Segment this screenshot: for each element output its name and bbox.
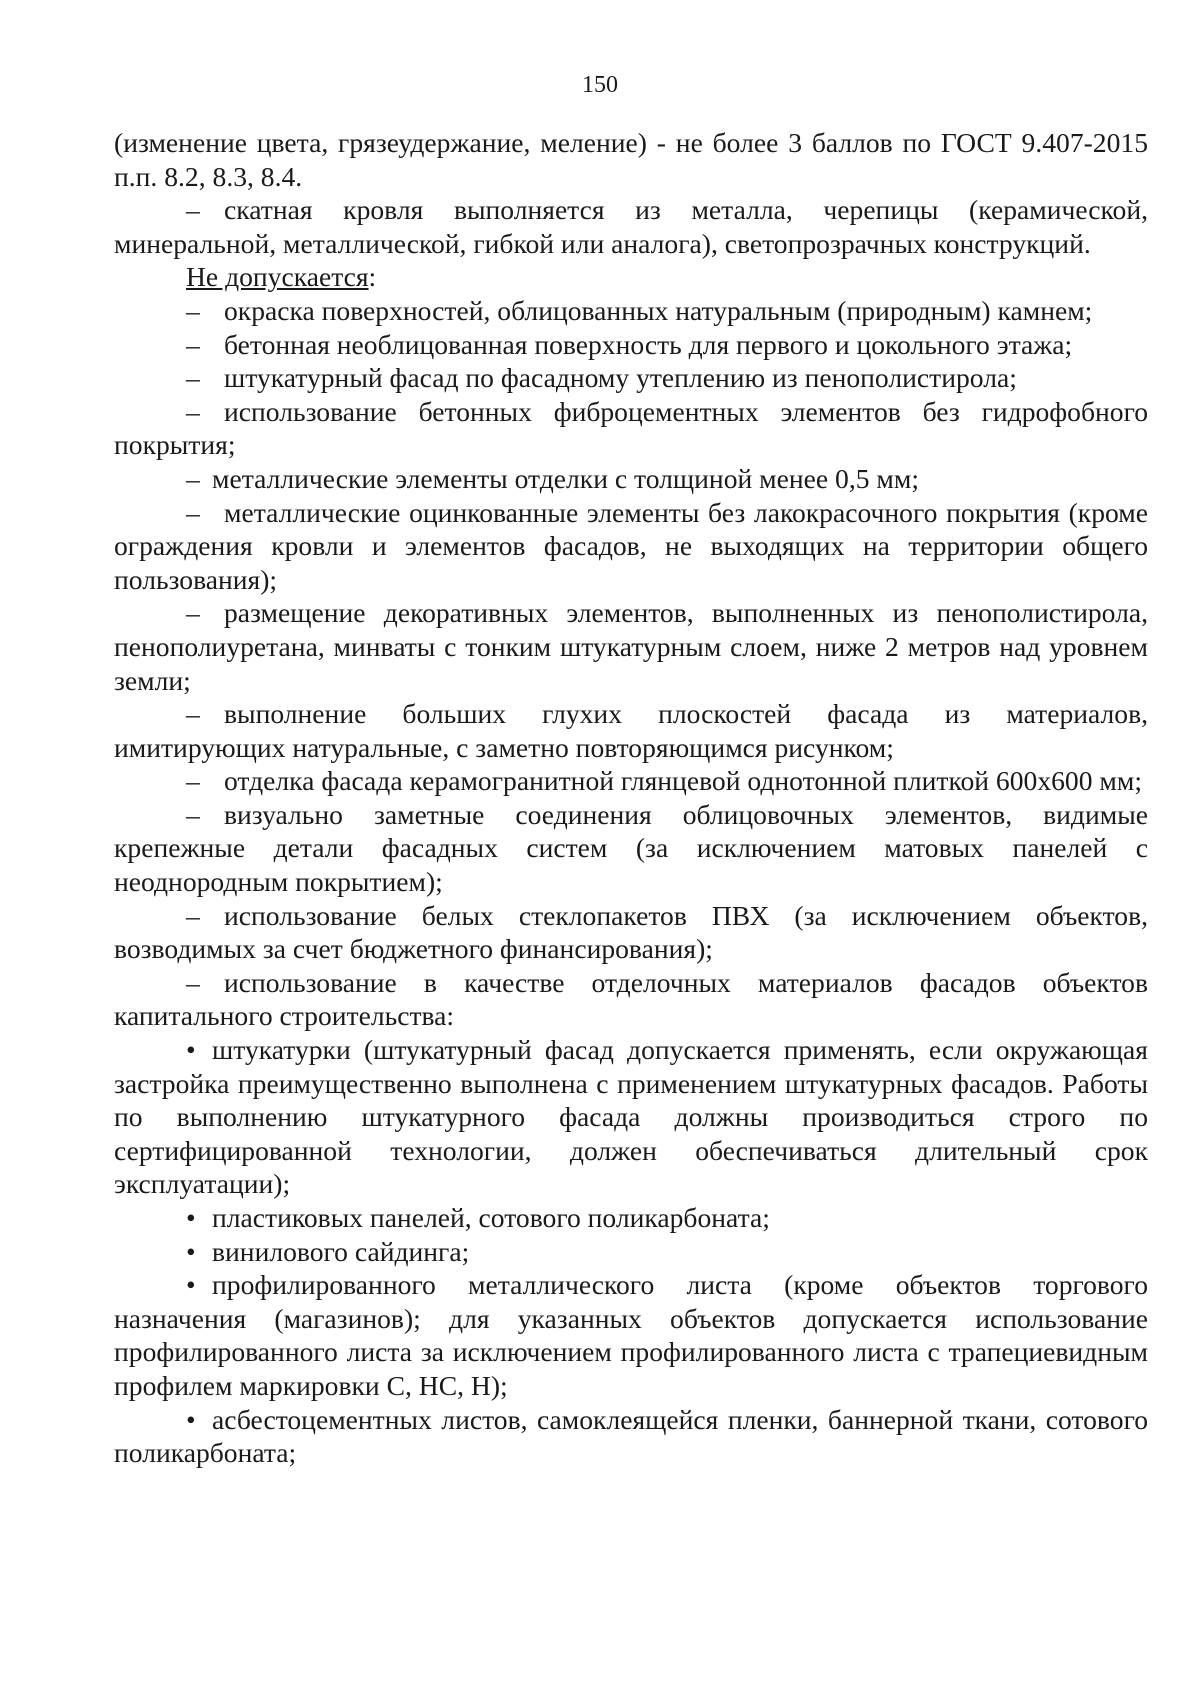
bullet-item xyxy=(114,1235,1148,1269)
list-item xyxy=(114,193,1148,260)
heading-suffix: : xyxy=(368,261,377,293)
bullet-marker: • xyxy=(186,1269,196,1301)
list-item xyxy=(114,462,1148,496)
list-item xyxy=(114,764,1148,798)
list-item-text: скатная кровля выполняется из металла, черепицы (керамической, минеральной, металлической, гибкой или аналога), светопрозрачных конструкций. xyxy=(114,194,1148,259)
bullet-item xyxy=(114,1403,1148,1470)
heading-text: Не допускается xyxy=(186,261,369,293)
list-item xyxy=(114,395,1148,462)
list-item xyxy=(114,294,1148,328)
bullet-item-text: асбестоцементных листов, самоклеящейся пленки, баннерной ткани, сотового поликарбоната; xyxy=(114,1403,1148,1469)
list-item xyxy=(114,328,1148,362)
list-item-text: бетонная необлицованная поверхность для первого и цокольного этажа; xyxy=(224,328,1073,360)
page-number: 150 xyxy=(582,72,618,98)
dash-marker: – xyxy=(186,966,200,998)
dash-marker: – xyxy=(186,362,200,394)
bullet-marker: • xyxy=(186,1034,196,1066)
bullet-marker: • xyxy=(186,1403,196,1435)
list-item-text: металлические оцинкованные элементы без лакокрасочного покрытия (кроме ограждения кровли и элементов фасадов, не выходящих на территории общего пользования); xyxy=(114,496,1148,595)
paragraph-text: (изменение цвета, грязеудержание, меление) - не более 3 баллов по ГОСТ 9.407-2015 п.п. 8.2, 8.3, 8.4. xyxy=(114,127,1148,192)
dash-marker: – xyxy=(186,698,200,730)
list-item-text: использование белых стеклопакетов ПВХ (за исключением объектов, возводимых за счет бюджетного финансирования); xyxy=(114,899,1148,965)
dash-marker: – xyxy=(186,294,200,326)
list-item-text: использование бетонных фиброцементных элементов без гидрофобного покрытия; xyxy=(114,395,1148,461)
list-item-text: штукатурный фасад по фасадному утеплению из пенополистирола; xyxy=(224,362,1017,394)
paragraph-continuation xyxy=(114,126,1148,193)
bullet-marker: • xyxy=(186,1235,196,1267)
bullet-item xyxy=(114,1268,1148,1402)
section-heading xyxy=(114,260,1148,294)
bullet-item-text: винилового сайдинга; xyxy=(212,1235,470,1267)
list-item-text: визуально заметные соединения облицовочных элементов, видимые крепежные детали фасадных систем (за исключением матовых панелей с неоднородным покрытием); xyxy=(114,798,1148,898)
list-item-text: металлические элементы отделки с толщиной менее 0,5 мм; xyxy=(212,462,920,494)
bullet-item-text: штукатурки (штукатурный фасад допускается применять, если окружающая застройка преимущественно выполнена с применением штукатурных фасадов. Работы по выполнению штукатурного фасада должны производиться строго по сертифицированной технологии, должен обеспечиваться длительный срок эксплуатации); xyxy=(114,1034,1148,1200)
list-item-text: отделка фасада керамогранитной глянцевой однотонной плиткой 600х600 мм; xyxy=(224,765,1143,797)
list-item xyxy=(114,596,1148,697)
dash-marker: – xyxy=(186,395,200,427)
list-item xyxy=(114,966,1148,1033)
bullet-item-text: пластиковых панелей, сотового поликарбоната; xyxy=(212,1202,770,1233)
bullet-marker: • xyxy=(186,1202,196,1233)
list-item xyxy=(114,496,1148,597)
list-item-text: выполнение больших глухих плоскостей фасада из материалов, имитирующих натуральные, с заметно повторяющимся рисунком; xyxy=(114,698,1148,763)
dash-marker: – xyxy=(186,765,200,797)
dash-marker: – xyxy=(186,597,200,629)
list-item-text: использование в качестве отделочных материалов фасадов объектов капитального строительства: xyxy=(114,966,1148,1032)
bullet-item xyxy=(114,1201,1148,1235)
bullet-item-text: профилированного металлического листа (кроме объектов торгового назначения (магазинов); для указанных объектов допускается использование профилированного листа за исключением профилированного листа с трапециевидным профилем маркировки С, НС, Н); xyxy=(114,1269,1148,1401)
dash-marker: – xyxy=(186,899,200,931)
list-item xyxy=(114,697,1148,764)
dash-marker: – xyxy=(186,328,200,360)
list-item xyxy=(114,798,1148,899)
list-item xyxy=(114,361,1148,395)
list-item xyxy=(114,899,1148,966)
document-body xyxy=(114,126,1148,1470)
bullet-item xyxy=(114,1033,1148,1201)
dash-marker: – xyxy=(186,496,200,528)
dash-marker: – xyxy=(186,194,200,226)
list-item-text: окраска поверхностей, облицованных натуральным (природным) камнем; xyxy=(224,294,1093,326)
dash-marker: – xyxy=(186,798,200,830)
dash-marker: – xyxy=(186,462,200,494)
list-item-text: размещение декоративных элементов, выполненных из пенополистирола, пенополиуретана, минваты с тонким штукатурным слоем, ниже 2 метров над уровнем земли; xyxy=(114,597,1148,696)
